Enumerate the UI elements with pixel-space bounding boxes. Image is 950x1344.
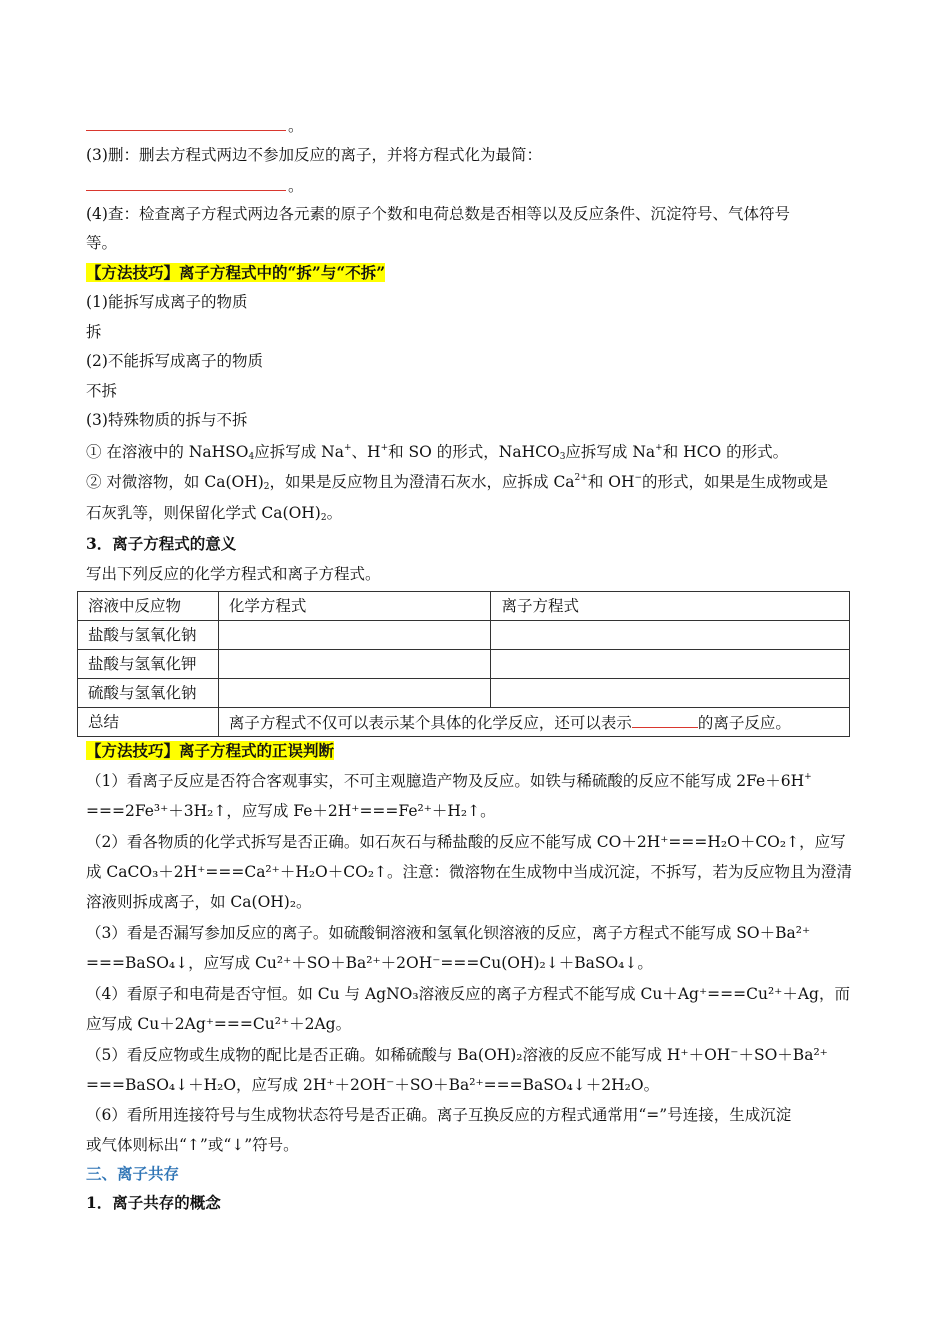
table-header: 化学方程式 bbox=[218, 592, 491, 621]
table-row bbox=[78, 621, 850, 650]
point-1-value: 拆 bbox=[86, 323, 102, 341]
summary-text: 离子方程式不仅可以表示某个具体的化学反应，还可以表示 的离子反应。 bbox=[218, 708, 849, 737]
step-check-cont: 等。 bbox=[86, 234, 118, 252]
judge-4: （4）看原子和电荷是否守恒。如 Cu 与 AgNO₃溶液反应的离子方程式不能写成 Cu＋Ag⁺===Cu²⁺＋Ag，而 bbox=[86, 985, 850, 1003]
summary-label: 总结 bbox=[78, 708, 219, 737]
judge-3-cont: ===BaSO₄↓，应写成 Cu²⁺＋SO＋Ba²⁺＋2OH⁻===Cu(OH)₂↓＋BaSO₄↓。 bbox=[86, 954, 653, 972]
judge-3: （3）看是否漏写参加反应的离子。如硫酸铜溶液和氢氧化钡溶液的反应，离子方程式不能写成 SO＋Ba²⁺ bbox=[86, 924, 811, 942]
judge-2-cont: 成 CaCO₃＋2H⁺===Ca²⁺＋H₂O＋CO₂↑。注意：微溶物在生成物中当成沉淀，不拆写，若为反应物且为澄清 bbox=[86, 863, 853, 881]
chemical-equation-cell[interactable] bbox=[218, 621, 491, 650]
judge-1-cont: ===2Fe³⁺＋3H₂↑，应写成 Fe＋2H⁺===Fe²⁺＋H₂↑。 bbox=[86, 802, 496, 820]
method-tip-heading-2: 【方法技巧】离子方程式的正误判断 bbox=[86, 741, 335, 760]
ionic-equation-cell[interactable] bbox=[491, 679, 850, 708]
table-summary-row bbox=[78, 708, 850, 737]
judge-4-cont: 应写成 Cu＋2Ag⁺===Cu²⁺＋2Ag。 bbox=[86, 1015, 352, 1033]
blank-line-1: 。 bbox=[86, 116, 304, 136]
ionic-equation-cell[interactable] bbox=[491, 621, 850, 650]
point-3: (3)特殊物质的拆与不拆 bbox=[86, 411, 248, 429]
table-row bbox=[78, 679, 850, 708]
judge-5-cont: ===BaSO₄↓＋H₂O，应写成 2H⁺＋2OH⁻＋SO＋Ba²⁺===BaSO₄↓＋2H₂O。 bbox=[86, 1076, 660, 1094]
chemical-equation-cell[interactable] bbox=[218, 679, 491, 708]
section-heading: 三、离子共存 bbox=[86, 1164, 180, 1183]
ionic-equation-cell[interactable] bbox=[491, 650, 850, 679]
step-check: (4)查：检查离子方程式两边各元素的原子个数和电荷总数是否相等以及反应条件、沉淀符号、气体符号 bbox=[86, 205, 790, 223]
chemical-equation-cell[interactable] bbox=[218, 650, 491, 679]
equation-table bbox=[77, 591, 850, 737]
answer-blank[interactable] bbox=[632, 713, 698, 728]
point-1: (1)能拆写成离子的物质 bbox=[86, 293, 248, 311]
point-2: (2)不能拆写成离子的物质 bbox=[86, 352, 263, 370]
method-tip-heading: 【方法技巧】离子方程式中的“拆”与“不拆” bbox=[86, 263, 386, 282]
step-delete: (3)删：删去方程式两边不参加反应的离子，并将方程式化为最简： bbox=[86, 146, 542, 164]
heading-coexistence: 1．离子共存的概念 bbox=[86, 1193, 221, 1212]
table-header-row bbox=[78, 592, 850, 621]
special-case-2: ② 对微溶物，如 $Ca(OH)_2$，如果是反应物且为澄清石灰水，应拆成 $Ca^{2+}$和 OH−的形式，如果是生成物或是 bbox=[86, 473, 829, 492]
reactant-cell: 盐酸与氢氧化钠 bbox=[78, 621, 219, 650]
judge-5: （5）看反应物或生成物的配比是否正确。如稀硫酸与 Ba(OH)₂溶液的反应不能写成 H⁺＋OH⁻＋SO＋Ba²⁺ bbox=[86, 1046, 828, 1064]
special-case-1: ① 在溶液中的 NaHSO$_4$应拆写成 Na+、H+和 SO 的形式，NaHCO$_3$应拆写成 Na+和 HCO 的形式。 bbox=[86, 443, 789, 462]
judge-1: （1）看离子反应是否符合客观事实，不可主观臆造产物及反应。如铁与稀硫酸的反应不能写成 2Fe＋6H+ bbox=[86, 772, 812, 790]
judge-2-cont2: 溶液则拆成离子，如 Ca(OH)₂。 bbox=[86, 893, 312, 911]
table-intro: 写出下列反应的化学方程式和离子方程式。 bbox=[86, 565, 381, 583]
blank-line-2: 。 bbox=[86, 176, 304, 196]
answer-blank[interactable] bbox=[86, 176, 286, 191]
table-row bbox=[78, 650, 850, 679]
judge-6: （6）看所用连接符号与生成物状态符号是否正确。离子互换反应的方程式通常用“=”号连接，生成沉淀 bbox=[86, 1106, 792, 1124]
reactant-cell: 硫酸与氢氧化钠 bbox=[78, 679, 219, 708]
table-header: 离子方程式 bbox=[491, 592, 850, 621]
special-case-2-cont: 石灰乳等，则保留化学式 $Ca(OH)_2$。 bbox=[86, 504, 343, 523]
judge-2: （2）看各物质的化学式拆写是否正确。如石灰石与稀盐酸的反应不能写成 CO＋2H⁺===H₂O＋CO₂↑，应写 bbox=[86, 833, 846, 851]
answer-blank[interactable] bbox=[86, 116, 286, 131]
table-header: 溶液中反应物 bbox=[78, 592, 219, 621]
judge-6-cont: 或气体则标出“↑”或“↓”符号。 bbox=[86, 1136, 299, 1154]
reactant-cell: 盐酸与氢氧化钾 bbox=[78, 650, 219, 679]
point-2-value: 不拆 bbox=[86, 382, 118, 400]
heading-meaning: 3．离子方程式的意义 bbox=[86, 534, 237, 553]
